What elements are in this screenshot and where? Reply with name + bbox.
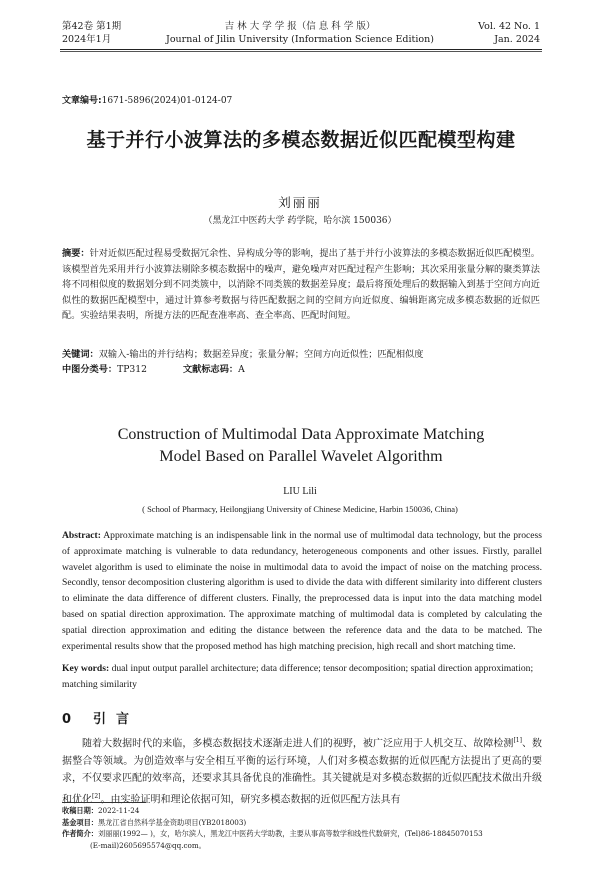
keywords-en-text: dual input output parallel architecture; data difference; tensor decomposition; spatial direction approximation; matching similarity bbox=[62, 663, 534, 690]
author-en: LIU Lili bbox=[283, 486, 317, 497]
keywords-en-label: Key words: bbox=[62, 663, 110, 674]
intro-text-part2: 、数据整合等领域。为创造效率与安全相互平衡的运行环境，人们对多模态数据的近似匹配方法提出了更高的要求，不仅要求匹配的效率高，还要求其具备优良的准确性。其关键就是对多模态数据的近似匹配技术做出升级和优化 bbox=[62, 738, 543, 806]
received-label: 收稿日期： bbox=[62, 806, 98, 815]
intro-paragraph bbox=[62, 732, 542, 809]
intro-text-part1: 随着大数据时代的来临，多模态数据技术逐渐走进人们的视野，被广泛应用于人机交互、故障检测 bbox=[82, 738, 514, 750]
article-number-label: 文章编号: bbox=[62, 96, 102, 106]
footnote-rule bbox=[62, 802, 146, 803]
title-en bbox=[60, 424, 542, 468]
citation-2: [2] bbox=[92, 792, 101, 800]
article-number-value: 1671-5896(2024)01-0124-07 bbox=[101, 96, 233, 106]
affiliation-en: ( School of Pharmacy, Heilongjiang University of Chinese Medicine, Harbin 150036, China) bbox=[142, 504, 458, 514]
author-zh: 刘丽丽 bbox=[278, 195, 322, 210]
keywords-en bbox=[62, 661, 542, 693]
abstract-zh bbox=[62, 246, 540, 324]
section-heading bbox=[62, 708, 139, 727]
doc-code-value: A bbox=[238, 364, 245, 375]
doc-code-label: 文献标志码： bbox=[182, 364, 239, 375]
footnote-email: (E-mail)2605695574@qq.com。 bbox=[90, 840, 206, 850]
keywords-zh-label: 关键词： bbox=[62, 349, 99, 360]
footnote bbox=[62, 805, 542, 851]
date-en: Jan. 2024 bbox=[494, 34, 540, 45]
fund-text: 黑龙江省自然科学基金资助项目(YB2018003) bbox=[97, 817, 247, 827]
intro-text-part3: 。由实验证明和理论依据可知，研究多模态数据的近似匹配方法具有 bbox=[100, 794, 401, 806]
header-rule-thin bbox=[60, 51, 542, 52]
abstract-en bbox=[62, 528, 542, 654]
author-info-label: 作者简介： bbox=[62, 829, 98, 838]
abstract-zh-text: 针对近似匹配过程易受数据冗余性、异构成分等的影响，提出了基于并行小波算法的多模态数据近似匹配模型。该模型首先采用并行小波算法剔除多模态数据中的噪声，避免噪声对匹配过程产生影响；其次采用张量分解的聚类算法将不同相似度的数据划分到不同类簇中，以消除不同类簇的数据差异度；最后将预处理后的数据输入到基于空间方向近似性的数据匹配模型中，通过计算参考数据与待匹配数据之间的空间方向近似度、编辑距离完成多模态数据的近似匹配。实验结果表明，所提方法的匹配查准率高、查全率高、匹配时间短。 bbox=[62, 248, 540, 321]
journal-name-zh: 吉 林 大 学 学 报（信 息 科 学 版） bbox=[224, 21, 376, 32]
fund-label: 基金项目： bbox=[62, 817, 98, 827]
abstract-en-label: Abstract: bbox=[62, 530, 101, 541]
keywords-zh-text: 双输入-输出的并行结构；数据差异度；张量分解；空间方向近似性；匹配相似度 bbox=[98, 349, 424, 360]
section-title: 引言 bbox=[93, 712, 140, 727]
keywords-zh bbox=[62, 347, 540, 362]
received-date: 2022-11-24 bbox=[97, 806, 140, 815]
footnote-received bbox=[62, 805, 542, 817]
header-journal bbox=[150, 20, 450, 46]
title-en-line2: Model Based on Parallel Wavelet Algorithm bbox=[159, 448, 443, 465]
header-rule bbox=[60, 49, 542, 50]
citation-1: [1] bbox=[513, 737, 522, 744]
author-info-text: 刘丽丽(1992— )，女，哈尔滨人，黑龙江中医药大学助教，主要从事高等数学和线性代数研究，(Tel)86-18845070153 bbox=[97, 829, 483, 838]
clc-value: TP312 bbox=[117, 364, 147, 375]
affiliation-zh: （黑龙江中医药大学 药学院，哈尔滨 150036） bbox=[203, 216, 397, 226]
section-number: 0 bbox=[62, 712, 72, 727]
footnote-fund bbox=[62, 817, 542, 829]
footnote-author bbox=[62, 828, 542, 840]
abstract-zh-label: 摘要： bbox=[62, 248, 90, 259]
article-number bbox=[62, 93, 232, 106]
volume-issue-zh: 第42卷 第1期 bbox=[62, 21, 122, 32]
abstract-en-text: Approximate matching is an indispensable link in the normal use of multimodal data technology, but the process of approximate matching is vulnerable to data redundancy, heterogeneous components and other issues. Firstly, parallel wavelet algorithm is used to eliminate the noise in multimodal data to avoid the impact of noise on the matching process. Secondly, tensor decomposition clustering algorithm is used to divide the data with different similarity into different clusters to eliminate the data difference of different clusters. Finally, the preprocessed data is input into the data matching model based on spatial direction approximation. The approximate matching of multimodal data is completed by calculating the spatial direction approximation and editing the distance between the reference data and the data to be matched. The experimental results show that the proposed method has high matching precision, high recall and short matching time. bbox=[62, 530, 542, 652]
classification-zh bbox=[62, 362, 245, 377]
header-volume-en bbox=[478, 20, 540, 46]
clc-label: 中图分类号： bbox=[62, 364, 118, 375]
header-volume-zh bbox=[62, 20, 121, 46]
title-zh: 基于并行小波算法的多模态数据近似匹配模型构建 bbox=[86, 129, 516, 151]
title-en-line1: Construction of Multimodal Data Approximate Matching bbox=[117, 426, 485, 443]
journal-name-en: Journal of Jilin University (Information Science Edition) bbox=[166, 34, 434, 45]
date-zh: 2024年1月 bbox=[62, 34, 112, 45]
volume-issue-en: Vol. 42 No. 1 bbox=[478, 21, 540, 32]
